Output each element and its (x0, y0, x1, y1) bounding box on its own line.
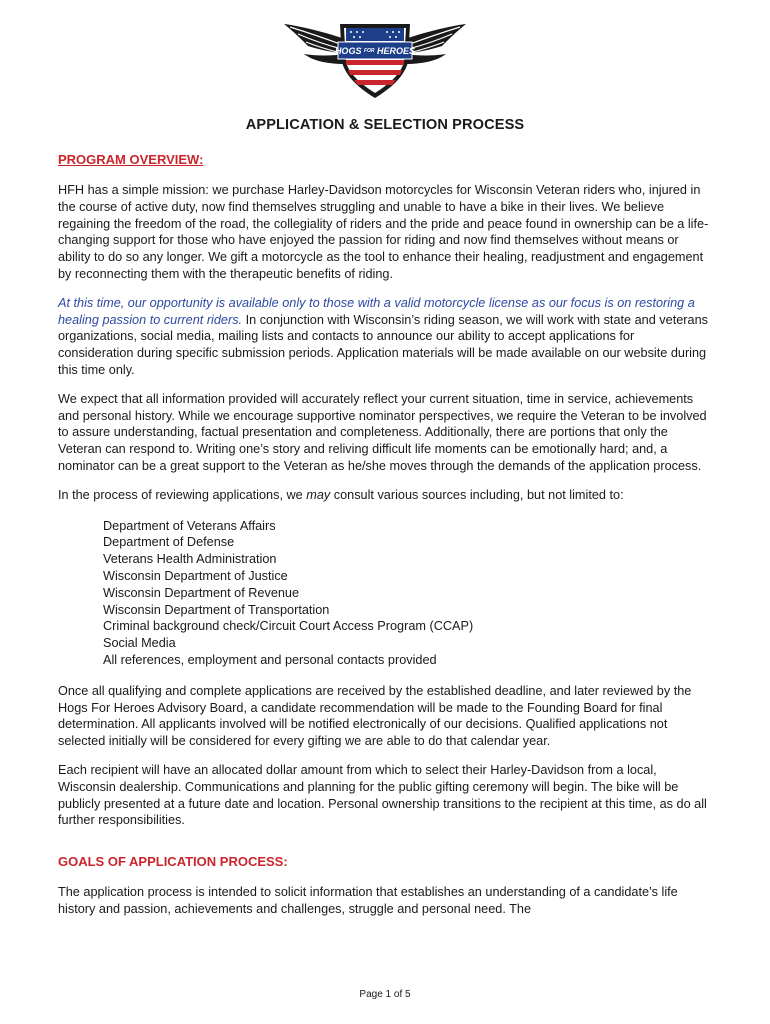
license-requirement-note: At this time, our opportunity is available only to those with a valid motorcycle license as our focus is on restoring a healing passion to current riders. (58, 295, 695, 327)
list-item: Criminal background check/Circuit Court Access Program (CCAP) (103, 619, 474, 634)
hogs-for-heroes-logo (280, 18, 470, 100)
list-item: Department of Veterans Affairs (103, 518, 276, 533)
list-item: Wisconsin Department of Transportation (103, 602, 330, 617)
p4-emphasis: may (306, 487, 331, 502)
list-item: Social Media (103, 636, 176, 651)
overview-paragraph-3: We expect that all information provided will accurately reflect your current situation, time in service, achievements and personal history. While we encourage supportive nominator perspectives, we require the Veteran to be involved to assure understanding, factual presentation and completeness. Additionally, there are portions that only the Veteran can respond to. Writing one’s story and reliving difficult life moments can be emotionally hard; and, a nominator can be a great support to the Veteran as he/she moves through the demands of the application process. (58, 391, 707, 473)
list-item: All references, employment and personal contacts provided (103, 652, 437, 667)
goals-paragraph-1: The application process is intended to solicit information that establishes an understanding of a candidate’s life history and passion, achievements and challenges, struggle and personal need. The (58, 885, 678, 916)
winged-shield-icon (280, 18, 470, 100)
overview-paragraph-5: Once all qualifying and complete applications are received by the established deadline, and later reviewed by the Hogs For Heroes Advisory Board, a candidate recommendation will be made to the Founding Board for final determination. All applicants involved will be notified electronically of our decisions. Qualified applications not selected initially will be considered for every gifting we are able to do that calendar year. (58, 683, 692, 749)
document-title: APPLICATION & SELECTION PROCESS (245, 117, 525, 133)
program-overview-heading: PROGRAM OVERVIEW: (58, 152, 204, 167)
list-item: Department of Defense (103, 535, 235, 550)
overview-paragraph-1: HFH has a simple mission: we purchase Harley-Davidson motorcycles for Wisconsin Veteran riders who, injured in the course of active duty, now find themselves struggling and unable to have a bike in their lives. We believe regaining the freedom of the road, the collegiality of riders and the pride and peace found in ownership can be a life-changing support for those who have enjoyed the passion for riding and now find themselves without means or ability to do so any longer. We gift a motorcycle as the tool to enhance their healing, readjustment and engagement by reconnecting them with the therapeutic benefits of riding. (58, 183, 709, 281)
overview-paragraph-2-rest: In conjunction with Wisconsin’s riding season, we will work with state and veterans organizations, social media, mailing lists and contacts to announce our ability to accept applications for consideration during specific submission periods. Application materials will be made available on our website during this time only. (58, 312, 708, 377)
document-body (58, 117, 712, 918)
logo-text-for: FOR (363, 48, 375, 54)
logo-text-heroes: HEROES (377, 46, 416, 56)
overview-paragraph-6: Each recipient will have an allocated dollar amount from which to select their Harley-Davidson from a local, Wisconsin dealership. Communications and planning for the public gifting ceremony will begin. The bike will be publicly presented at a future date and location. Personal ownership transitions to the recipient at this time, as do all further responsibilities. (58, 762, 707, 828)
page-number: Page 1 of 5 (359, 989, 411, 1000)
p4-before: In the process of reviewing applications, we (58, 487, 307, 502)
sources-list (58, 518, 712, 669)
goals-heading: GOALS OF APPLICATION PROCESS: (58, 854, 288, 870)
list-item: Wisconsin Department of Justice (103, 568, 288, 583)
overview-paragraph-2 (58, 295, 712, 379)
p4-after: consult various sources including, but not limited to: (330, 487, 624, 502)
list-item: Veterans Health Administration (103, 552, 277, 567)
logo-text-hogs: HOGS (334, 46, 362, 56)
overview-paragraph-4 (58, 487, 712, 504)
list-item: Wisconsin Department of Revenue (103, 585, 300, 600)
